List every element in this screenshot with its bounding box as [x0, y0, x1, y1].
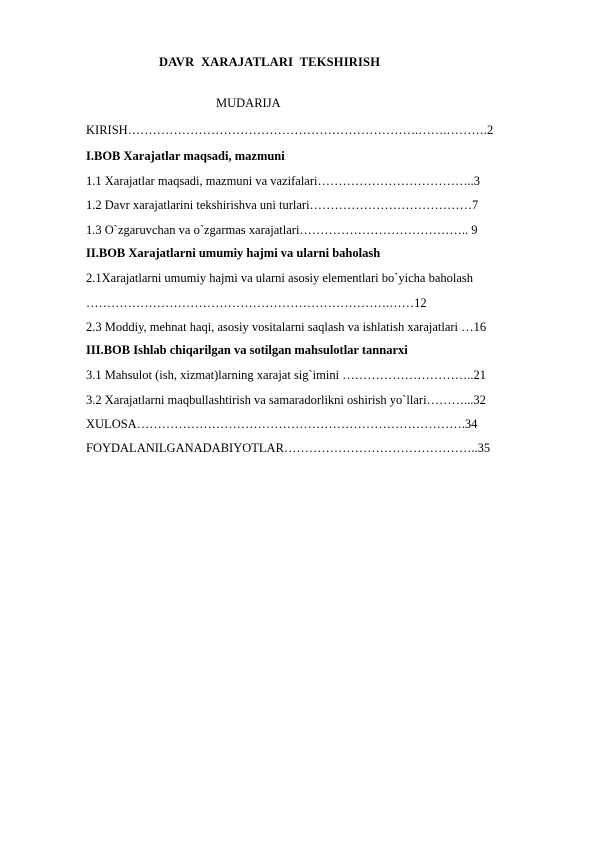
toc-chapter-2: II.BOB Xarajatlarni umumiy hajmi va ularni baholash: [86, 246, 381, 260]
toc-entry-1-1: 1.1 Xarajatlar maqsadi, mazmuni va vazifalari………………………………..3: [86, 174, 480, 188]
toc-heading: MUDARIJA: [216, 96, 281, 110]
toc-entry-adabiyotlar: FOYDALANILGANADABIYOTLAR………………………………………..35: [86, 441, 491, 455]
toc-entry-2-1: 2.1Xarajatlarni umumiy hajmi va ularni asosiy elementlari bo`yicha baholash: [86, 271, 474, 285]
toc-entry-1-3: 1.3 O`zgaruvchan va o`zgarmas xarajatlari………………………………….. 9: [86, 223, 478, 237]
toc-entry-1-2: 1.2 Davr xarajatlarini tekshirishva uni turlari…………………………………7: [86, 198, 479, 212]
toc-entry-3-2: 3.2 Xarajatlarni maqbullashtirish va samaradorlikni oshirish yo`llari………...32: [86, 393, 486, 407]
toc-entry-kirish: KIRISH…………………………………………………………….…….……….2: [86, 123, 494, 137]
toc-entry-2-1-dots: ……………………………………………………………….……12: [86, 296, 427, 310]
toc-chapter-3: III.BOB Ishlab chiqarilgan va sotilgan mahsulotlar tannarxi: [86, 343, 408, 357]
toc-entry-2-3: 2.3 Moddiy, mehnat haqi, asosiy vositalarni saqlash va ishlatish xarajatlari …16: [86, 320, 487, 334]
toc-entry-xulosa: XULOSA…………………………………………………………………….34: [86, 417, 478, 431]
document-title: DAVR XARAJATLARI TEKSHIRISH: [159, 55, 381, 69]
toc-chapter-1: I.BOB Xarajatlar maqsadi, mazmuni: [86, 149, 285, 163]
toc-entry-3-1: 3.1 Mahsulot (ish, xizmat)larning xarajat sig`imini …………………………..21: [86, 368, 486, 382]
